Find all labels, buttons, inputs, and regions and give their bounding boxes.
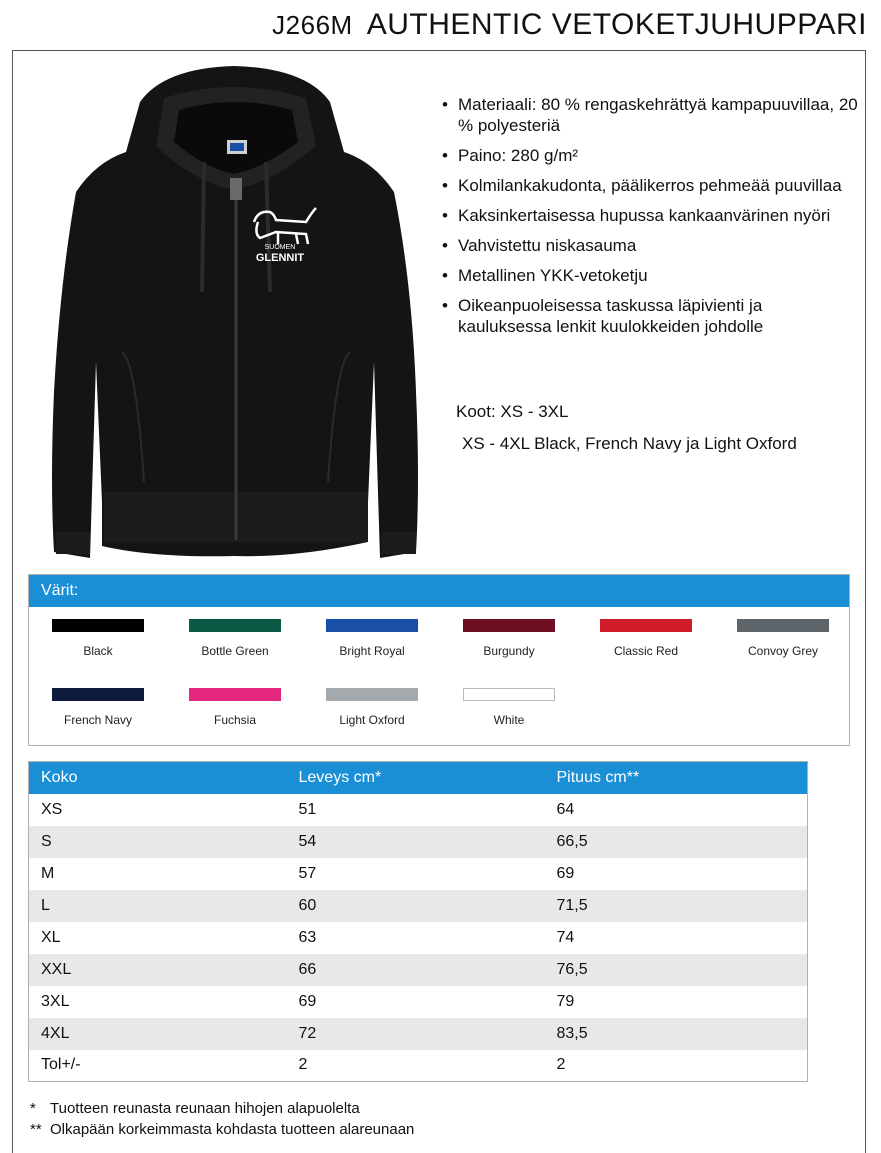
swatch-bar	[189, 619, 281, 632]
swatch-label: Classic Red	[613, 644, 679, 658]
footnote-text: Tuotteen reunasta reunaan hihojen alapuolelta	[50, 1100, 360, 1117]
color-swatch-bottle-green	[166, 619, 304, 658]
footnote-marker: *	[30, 1100, 36, 1117]
color-swatch-french-navy	[29, 688, 167, 727]
available-sizes: Koot: XS - 3XL	[456, 402, 569, 421]
extended-sizes: XS - 4XL Black, French Navy ja Light Oxford	[462, 434, 797, 453]
color-swatch-classic-red	[577, 619, 715, 658]
table-row	[29, 794, 808, 826]
header-size: Koko	[29, 762, 287, 794]
cell-size: M	[41, 864, 55, 882]
feature-item: • Metallinen YKK-vetoketju	[440, 265, 860, 286]
feature-list	[440, 94, 860, 346]
swatch-bar	[52, 688, 144, 701]
cell-length: 74	[556, 928, 575, 946]
cell-length: 69	[556, 864, 575, 882]
swatch-label: Black	[83, 644, 113, 658]
cell-width: 54	[287, 826, 545, 858]
swatch-bar	[463, 688, 555, 701]
cell-width: 51	[298, 800, 317, 818]
colors-header: Värit:	[29, 575, 849, 607]
swatch-label: Burgundy	[483, 644, 535, 658]
cell-length: 2	[556, 1056, 566, 1074]
cell-size: L	[29, 890, 287, 922]
footnote	[30, 1098, 414, 1119]
swatch-label: Light Oxford	[339, 713, 405, 727]
feature-item: • Paino: 280 g/m²	[440, 145, 860, 166]
table-row	[29, 890, 808, 922]
cell-width: 60	[287, 890, 545, 922]
swatch-label: Fuchsia	[213, 713, 257, 727]
cell-size: XL	[41, 928, 61, 946]
cell-length: 76,5	[545, 954, 808, 986]
feature-item: • Kolmilankakudonta, päälikerros pehmeää puuvillaa	[440, 175, 860, 196]
color-swatch-white	[440, 688, 578, 727]
feature-item: • Oikeanpuoleisessa taskussa läpivienti ja kauluksessa lenkit kuulokkeiden johdolle	[440, 295, 860, 337]
size-table	[28, 761, 808, 1082]
color-swatch-burgundy	[440, 619, 578, 658]
color-swatch-fuchsia	[166, 688, 304, 727]
color-swatch-convoy-grey	[714, 619, 852, 658]
colors-panel	[28, 574, 850, 746]
footnote-marker: **	[30, 1121, 42, 1138]
page-title	[272, 8, 867, 42]
cell-size: Tol+/-	[41, 1056, 81, 1074]
color-swatch-bright-royal	[303, 619, 441, 658]
cell-size: 4XL	[29, 1018, 287, 1050]
header-width: Leveys cm*	[287, 762, 545, 794]
swatch-label: White	[493, 713, 525, 727]
table-row	[29, 922, 808, 954]
table-row	[29, 858, 808, 890]
product-name: AUTHENTIC VETOKETJUHUPPARI	[366, 8, 867, 41]
feature-item: • Kaksinkertaisessa hupussa kankaanvärinen nyöri	[440, 205, 860, 226]
cell-length: 71,5	[545, 890, 808, 922]
cell-length: 64	[556, 800, 575, 818]
size-table-header	[29, 762, 808, 794]
swatch-label: Bright Royal	[339, 644, 405, 658]
cell-width: 63	[298, 928, 317, 946]
swatch-bar	[463, 619, 555, 632]
cell-width: 57	[298, 864, 317, 882]
product-code: J266M	[272, 10, 353, 40]
color-swatch-black	[29, 619, 167, 658]
header-length: Pituus cm**	[545, 762, 808, 794]
cell-size: XS	[41, 800, 63, 818]
swatch-bar	[52, 619, 144, 632]
logo-bottom-text: GLENNIT	[255, 252, 305, 264]
cell-width: 72	[287, 1018, 545, 1050]
swatch-label: Bottle Green	[201, 644, 269, 658]
cell-width: 2	[298, 1056, 308, 1074]
cell-size: S	[29, 826, 287, 858]
swatch-bar	[326, 619, 418, 632]
footnote	[30, 1119, 414, 1140]
swatch-label: French Navy	[63, 713, 133, 727]
cell-size: XXL	[29, 954, 287, 986]
feature-item: • Vahvistettu niskasauma	[440, 235, 860, 256]
swatch-label: Convoy Grey	[747, 644, 819, 658]
feature-item: • Materiaali: 80 % rengaskehrättyä kampapuuvillaa, 20 % polyesteriä	[440, 94, 860, 136]
cell-length: 66,5	[545, 826, 808, 858]
cell-width: 66	[287, 954, 545, 986]
swatch-bar	[326, 688, 418, 701]
cell-length: 79	[556, 992, 575, 1010]
cell-size: 3XL	[41, 992, 70, 1010]
cell-length: 83,5	[545, 1018, 808, 1050]
table-row	[29, 986, 808, 1018]
table-row	[29, 1018, 808, 1050]
swatch-bar	[600, 619, 692, 632]
logo-top-text: SUOMEN	[264, 244, 296, 251]
swatch-bar	[189, 688, 281, 701]
color-swatch-light-oxford	[303, 688, 441, 727]
swatch-bar	[737, 619, 829, 632]
hoodie-image	[44, 62, 428, 567]
table-row	[29, 826, 808, 858]
footnote-text: Olkapään korkeimmasta kohdasta tuotteen alareunaan	[50, 1121, 415, 1138]
table-row	[29, 1050, 808, 1082]
footnotes	[30, 1098, 414, 1140]
table-row	[29, 954, 808, 986]
cell-width: 69	[298, 992, 317, 1010]
